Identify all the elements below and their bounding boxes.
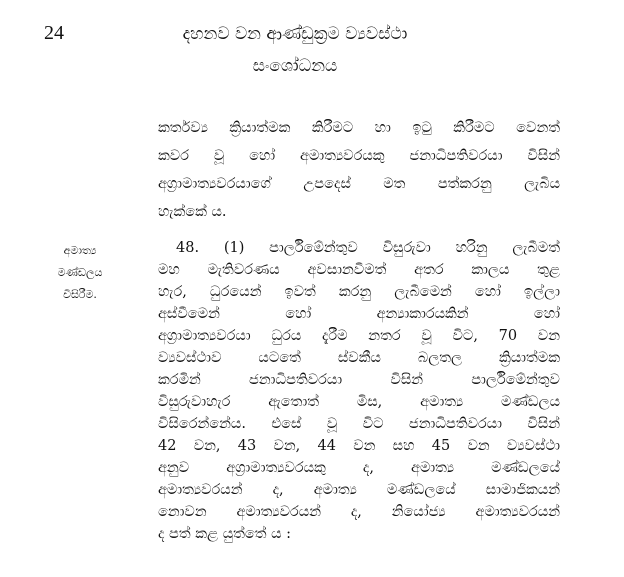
- section-48-line: අග්‍රාමාත්‍යවරයා ධුරය දැරීම නතර වූ විට, 70 වන: [158, 328, 560, 344]
- page-number: 24: [44, 22, 64, 44]
- paragraph-1-line: හැක්කේ ය.: [158, 204, 227, 220]
- paragraph-1-line: කවර වූ හෝ අමාත්‍යවරයකු ජනාධිපතිවරයා විසින්: [158, 148, 560, 164]
- section-48-line: විසුරුවාහැර ඇතොත් මිස, අමාත්‍ය මණ්ඩලය: [158, 394, 560, 410]
- section-48-line: මහ මැතිවරණය අවසානවීමත් අතර කාලය තුළ: [158, 262, 560, 278]
- document-title-line-2: සංශෝධනය: [252, 56, 338, 76]
- section-48-line: 48. (1) පාර්ලිමේන්තුව විසුරුවා හරිනු ලැබීමත්: [176, 240, 560, 256]
- section-48-line: අස්වීමෙන් හෝ අන්‍යාකාරයකින් හෝ: [158, 306, 560, 322]
- section-48-line: ද පත් කළ යුත්තේ ය :: [158, 526, 292, 542]
- paragraph-1-line: කර්තව්‍ය ක්‍රියාත්මක කිරීමට හා ඉටු කිරීමට වෙනත්: [158, 120, 560, 136]
- section-48-line: අනුව අග්‍රාමාත්‍යවරයකු ද, අමාත්‍ය මණ්ඩලයේ: [158, 460, 560, 476]
- section-48-line: අමාත්‍යවරයන් ද, අමාත්‍ය මණ්ඩලයේ සාමාජිකයන්: [158, 482, 560, 498]
- section-48-line: නොවන අමාත්‍යවරයන් ද, නියෝජ්‍ය අමාත්‍යවරයන්: [158, 504, 560, 520]
- section-48-line: විසිරෙන්නේය. එසේ වූ විට ජනාධිපතිවරයා විසින්: [158, 416, 560, 432]
- margin-note-line: අමාත්‍ය: [63, 244, 97, 257]
- margin-note-line: විසිරීම.: [63, 288, 97, 301]
- margin-note-line: මණ්ඩලය: [57, 266, 103, 279]
- section-48-line: 42 වන, 43 වන, 44 වන සහ 45 වන ව්‍යවස්ථා: [158, 438, 560, 454]
- section-48-line: හැර, ධුරයෙන් ඉවත් කරනු ලැබීමෙන් හෝ ඉල්ලා: [158, 284, 560, 300]
- document-title-line-1: දහනව වන ආණ්ඩුක්‍රම ව්‍යවස්ථා: [182, 24, 408, 44]
- section-48-line: කරමින් ජනාධිපතිවරයා විසින් පාර්ලිමේන්තුව: [158, 372, 560, 388]
- margin-note: [40, 240, 120, 306]
- section-48-line: ව්‍යවස්ථාව යටතේ ස්වකීය බලතල ක්‍රියාත්මක: [158, 350, 560, 366]
- paragraph-1-line: අග්‍රාමාත්‍යවරයාගේ උපදෙස් මත පත්කරනු ලැබිය: [158, 176, 560, 192]
